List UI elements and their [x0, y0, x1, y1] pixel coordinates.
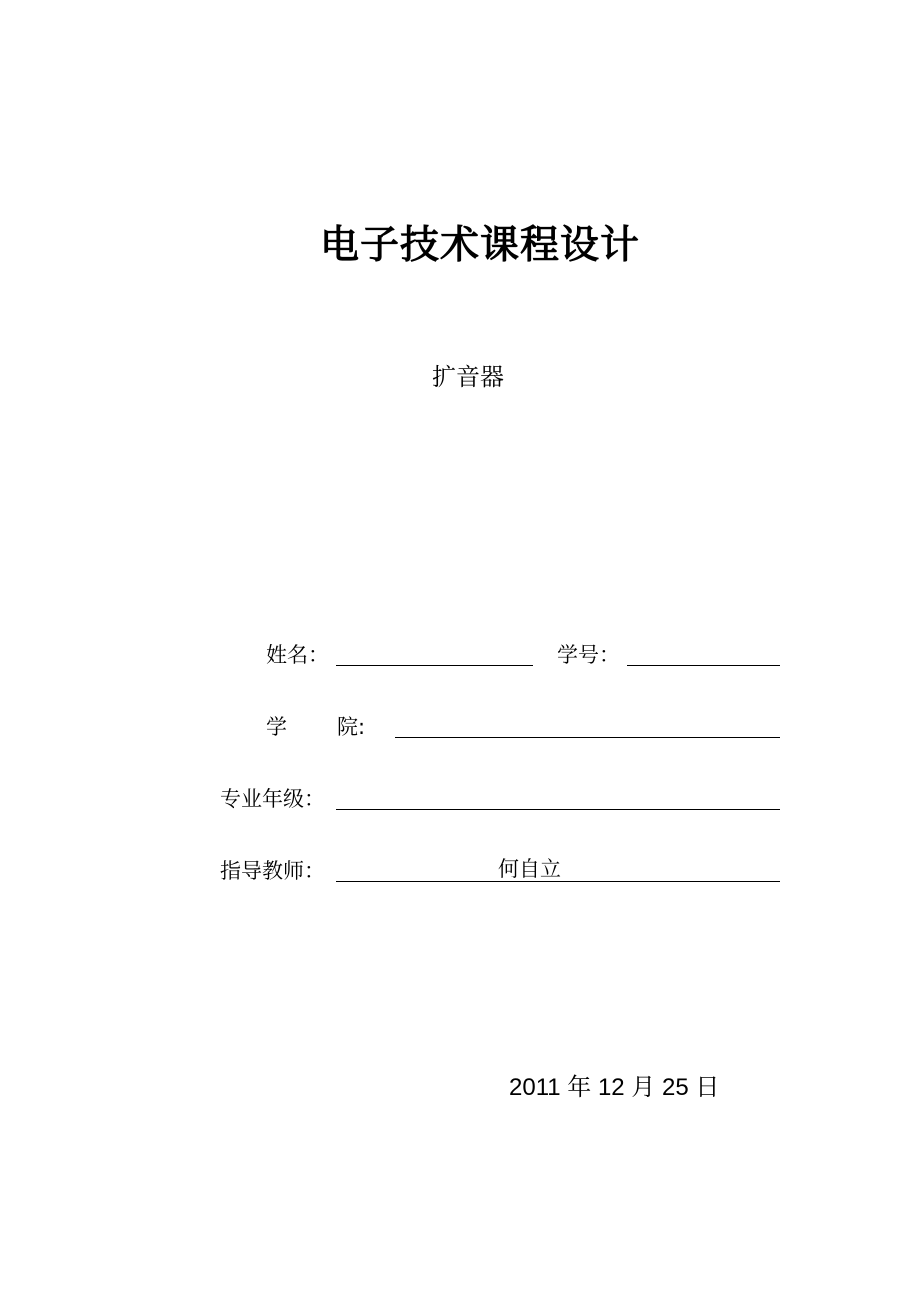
name-field[interactable]	[336, 665, 533, 666]
college-field[interactable]	[395, 737, 780, 738]
course-title: 电子技术课程设计	[320, 223, 641, 268]
advisor-value: 何自立	[498, 857, 561, 881]
advisor-label: 指导教师：	[220, 859, 325, 883]
name-label: 姓名：	[266, 643, 329, 667]
advisor-field[interactable]	[336, 857, 780, 882]
major-grade-field[interactable]	[336, 809, 780, 810]
student-id-label: 学号：	[557, 643, 620, 667]
student-id-field[interactable]	[627, 665, 780, 666]
date: 2011 年 12 月 25 日	[509, 1074, 720, 1101]
project-title: 扩音器	[432, 363, 504, 391]
college-label-char1: 学	[266, 715, 287, 739]
college-label-char2: 院:	[337, 715, 366, 739]
major-grade-label: 专业年级：	[220, 787, 325, 811]
